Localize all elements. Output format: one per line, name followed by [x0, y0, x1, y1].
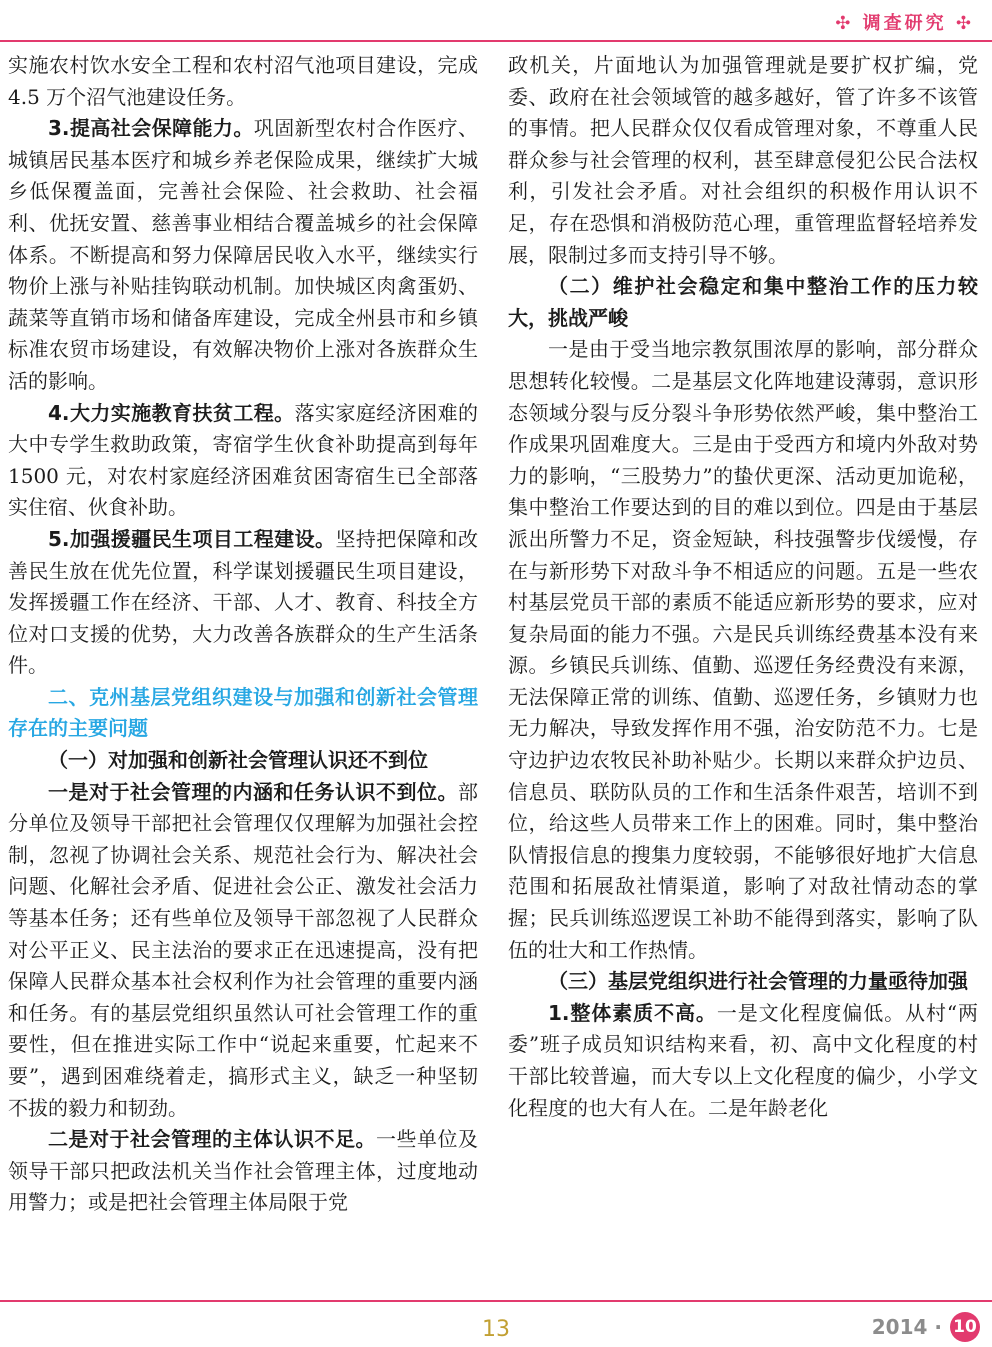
- paragraph-heading: 1.整体素质不高。: [548, 1000, 717, 1025]
- page-number: 13: [482, 1317, 510, 1342]
- paragraph: 一是由于受当地宗教氛围浓厚的影响，部分群众思想转化较慢。二是基层文化阵地建设薄弱，意识形态领域分裂与反分裂斗争形势依然严峻，集中整治工作成果巩固难度大。三是由于受西方和境内外敌对势力的影响，“三股势力”的蛰伏更深、活动更加诡秘，集中整治工作要达到的目的难以到位。四是由于基层派出所警力不足，资金短缺，科技强警步伐缓慢，存在与新形势下对敌斗争不相适应的问题。五是一些农村基层党员干部的素质不能适应新形势的要求，应对复杂局面的能力不强。六是民兵训练经费基本没有来源。乡镇民兵训练、值勤、巡逻任务经费没有来源，无法保障正常的训练、值勤、巡逻任务，乡镇财力也无力解决，导致发挥作用不强，治安防范不力。七是守边护边农牧民补助补贴少。长期以来群众护边员、信息员、联防队员的工作和生活条件艰苦，培训不到位，给这些人员带来工作上的困难。同时，集中整治队情报信息的搜集力度较弱，不能够很好地扩大信息范围和拓展敌社情渠道，影响了对敌社情动态的掌握；民兵训练巡逻误工补助不能得到落实，影响了队伍的壮大和工作热情。: [508, 337, 978, 962]
- right-column: [508, 50, 978, 1124]
- footer-rule: [0, 1300, 992, 1302]
- paragraph: 1.整体素质不高。一是文化程度偏低。从村“两委”班子成员知识结构来看，初、高中文化程度的村干部比较普遍，而大专以上文化程度的偏少，小学文化程度的也大有人在。二是年龄老化: [508, 1000, 979, 1120]
- paragraph-heading: 5.加强援疆民生项目工程建设。: [48, 526, 336, 551]
- issue-year: 2014 ·: [871, 1315, 942, 1339]
- paragraph-heading: 4.大力实施教育扶贫工程。: [48, 400, 295, 425]
- paragraph: 实施农村饮水安全工程和农村沼气池项目建设，完成 4.5 万个沼气池建设任务。: [8, 53, 478, 109]
- paragraph-heading: 一是对于社会管理的内涵和任务认识不到位。: [48, 779, 458, 804]
- paragraph: 5.加强援疆民生项目工程建设。坚持把保障和改善民生放在优先位置，科学谋划援疆民生项目建设，发挥援疆工作在经济、干部、人才、教育、科技全方位对口支援的优势，大力改善各族群众的生产生活条件。: [8, 526, 478, 678]
- section-tag: ✣ 调查研究 ✣: [835, 13, 974, 34]
- subsection-heading: （三）基层党组织进行社会管理的力量亟待加强: [548, 969, 968, 994]
- subsection-heading: （二）维护社会稳定和集中整治工作的压力较大，挑战严峻: [508, 274, 978, 330]
- section-heading: 二、克州基层党组织建设与加强和创新社会管理存在的主要问题: [8, 684, 478, 741]
- paragraph: 一是对于社会管理的内涵和任务认识不到位。部分单位及领导干部把社会管理仅仅理解为加强社会控制，忽视了协调社会关系、规范社会行为、解决社会问题、化解社会矛盾、促进社会公正、激发社会活力等基本任务；还有些单位及领导干部忽视了人民群众对公平正义、民主法治的要求正在迅速提高，没有把保障人民群众基本社会权利作为社会管理的重要内涵和任务。有的基层党组织虽然认可社会管理工作的重要性，但在推进实际工作中“说起来重要，忙起来不要”，遇到困难绕着走，搞形式主义，缺乏一种坚韧不拔的毅力和韧劲。: [8, 779, 478, 1120]
- issue-label: [872, 1312, 980, 1342]
- paragraph: 4.大力实施教育扶贫工程。落实家庭经济困难的大中专学生救助政策，寄宿学生伙食补助提高到每年 1500 元，对农村家庭经济困难贫困寄宿生已全部落实住宿、伙食补助。: [8, 400, 479, 520]
- paragraph-heading: 3.提高社会保障能力。: [48, 116, 254, 141]
- paragraph-heading: 二是对于社会管理的主体认识不足。: [48, 1127, 376, 1152]
- left-column: [8, 50, 478, 1219]
- subsection-heading: （一）对加强和创新社会管理认识还不到位: [48, 748, 428, 773]
- header-rule: [0, 40, 992, 42]
- paragraph: 3.提高社会保障能力。巩固新型农村合作医疗、城镇居民基本医疗和城乡养老保险成果，继续扩大城乡低保覆盖面，完善社会保险、社会救助、社会福利、优抚安置、慈善事业相结合覆盖城乡的社会保障体系。不断提高和努力保障居民收入水平，继续实行物价上涨与补贴挂钩联动机制。加快城区肉禽蛋奶、蔬菜等直销市场和储备库建设，完成全州县市和乡镇标准农贸市场建设，有效解决物价上涨对各族群众生活的影响。: [8, 116, 479, 393]
- paragraph: 政机关，片面地认为加强管理就是要扩权扩编，党委、政府在社会领域管的越多越好，管了许多不该管的事情。把人民群众仅仅看成管理对象，不尊重人民群众参与社会管理的权利，甚至肆意侵犯公民合法权利，引发社会矛盾。对社会组织的积极作用认识不足，存在恐惧和消极防范心理，重管理监督轻培养发展，限制过多而支持引导不够。: [508, 53, 978, 267]
- paragraph: 二是对于社会管理的主体认识不足。一些单位及领导干部只把政法机关当作社会管理主体，过度地动用警力；或是把社会管理主体局限于党: [8, 1127, 478, 1215]
- issue-number-badge: 10: [950, 1312, 980, 1342]
